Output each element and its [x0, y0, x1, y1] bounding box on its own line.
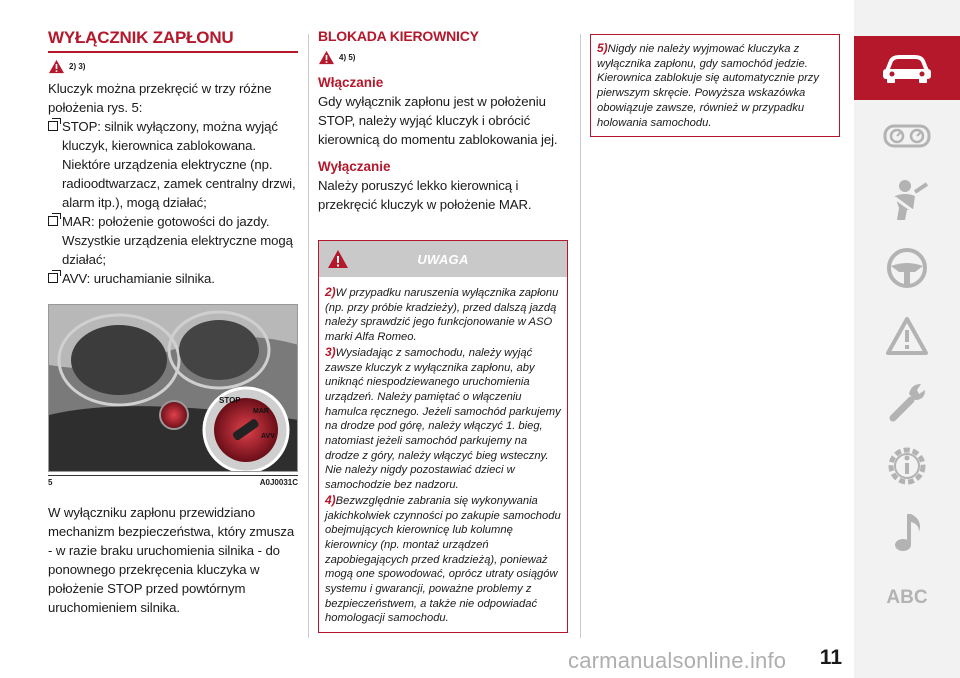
bullet-text: MAR: położenie gotowości do jazdy. Wszystkie urządzenia elektryczne mogą działać; — [62, 214, 293, 267]
dashboard-gauges-icon — [883, 124, 931, 148]
music-note-icon — [889, 510, 925, 554]
ignition-figure — [48, 304, 298, 472]
sidebar-item-index[interactable] — [854, 566, 960, 630]
enable-paragraph: Gdy wyłącznik zapłonu jest w położeniu STOP, należy wyjąć kluczyk i obrócić kierownicą do momentu zablokowania jej. — [318, 94, 558, 147]
checkbox-icon — [48, 121, 58, 131]
label-stop: STOP — [219, 396, 241, 405]
checkbox-icon — [48, 216, 58, 226]
chapter-sidebar — [854, 0, 960, 678]
column-notes — [590, 28, 840, 137]
sidebar-item-multimedia[interactable] — [854, 500, 960, 564]
warning-ref-text: 2) 3) — [69, 62, 86, 71]
warning-item — [325, 345, 561, 493]
watermark: carmanualsonline.info — [568, 648, 787, 673]
warning-ref-text: 4) 5) — [339, 53, 356, 62]
bullet-text: AVV: uruchamianie silnika. — [62, 271, 215, 286]
column-divider — [308, 34, 309, 638]
warning-item-number: 4) — [325, 492, 336, 507]
column-ignition — [48, 28, 298, 617]
warning-item-number: 2) — [325, 285, 336, 299]
warning-box — [318, 240, 568, 633]
note-number: 5) — [597, 41, 608, 55]
sidebar-item-safety[interactable] — [854, 168, 960, 232]
page-number: 11 — [819, 646, 842, 669]
bullet-mar — [48, 212, 298, 269]
sidebar-item-technical-data[interactable] — [854, 434, 960, 498]
warning-item-number: 3) — [325, 344, 336, 359]
seatbelt-passenger-icon — [885, 178, 929, 222]
warning-body — [319, 277, 567, 632]
bullet-text: STOP: silnik wyłączony, można wyjąć kluczyk, kierownica zablokowana. Niektóre urządzenia elektryczne (np. radioodtwarzacz, zamek centralny drzwi, alarm itp.), mogą działać; — [62, 119, 296, 210]
steering-wheel-icon — [885, 246, 929, 290]
wrench-icon — [885, 380, 929, 424]
sidebar-item-maintenance[interactable] — [854, 370, 960, 434]
warning-item-text: Wysiadając z samochodu, należy wyjąć zawsze kluczyk z wyłącznika zapłonu, aby uniknąć niespodziewanego uruchomienia urządzeń. Należy pamiętać o włączeniu hamulca ręcznego. Jeżeli samochód parkujemy na drodze pod górę, należy włączyć 1. bieg, natomiast jeżeli samochód parkujemy na drodze z góry, należy włączyć bieg wsteczny. Nie należy nigdy pozostawiać dzieci w samochodzie bez nadzoru. — [325, 346, 561, 492]
checkbox-icon — [48, 273, 58, 283]
safety-paragraph: W wyłączniku zapłonu przewidziano mechanizm bezpieczeństwa, który zmusza - w razie braku uruchomienia silnika - do ponownego przekręcenia kluczyka w położenie STOP przed powtórnym uruchomieniem silnika. — [48, 505, 295, 615]
gear-info-icon — [885, 444, 929, 488]
warning-item — [325, 285, 561, 345]
warning-item-text: Bezwzględnie zabrania się wykonywania jakichkolwiek czynności po zakupie samochodu obejmujących kierownicę lub kolumnę kierownicy (np. montaż urządzeń zapobiegających przed kradzieżą), ponieważ mogą one spowodować, oprócz utraty osiągów systemu i gwarancji, poważne problemy z bezpieczeństwem, a także nie odpowiadać homologacji samochodu. — [325, 494, 561, 625]
sidebar-item-dashboard[interactable] — [854, 104, 960, 168]
figure-caption — [48, 475, 298, 487]
label-mar: MAR — [253, 408, 269, 415]
warning-reference — [48, 59, 298, 74]
subheading-disable: Wyłączanie — [318, 159, 391, 174]
warning-item — [325, 493, 561, 626]
warning-item-text: W przypadku naruszenia wyłącznika zapłonu (np. przy próbie kradzieży), przed dalszą jazdą należy sprawdzić jego funkcjonowanie w ASO marki Alfa Romeo. — [325, 287, 559, 344]
warning-triangle-icon — [327, 249, 349, 269]
label-avv: AVV — [261, 433, 275, 440]
warning-header — [319, 241, 567, 277]
column-divider — [580, 34, 581, 638]
warning-triangle-icon — [318, 50, 335, 65]
column-steering-lock — [318, 28, 568, 633]
section-title-steering-lock: BLOKADA KIEROWNICY — [318, 28, 479, 44]
warning-reference — [318, 50, 568, 65]
bullet-avv — [48, 269, 298, 288]
sidebar-item-car[interactable] — [854, 36, 960, 100]
warning-triangle-icon — [885, 316, 929, 356]
subheading-enable: Włączanie — [318, 75, 384, 90]
warning-triangle-icon — [48, 59, 65, 74]
intro-paragraph: Kluczyk można przekręcić w trzy różne położenia rys. 5: — [48, 81, 272, 115]
sidebar-item-emergency[interactable] — [854, 304, 960, 368]
ignition-photo — [49, 305, 298, 472]
abc-label: ABC — [886, 587, 928, 608]
disable-paragraph: Należy poruszyć lekko kierownicą i przekręcić kluczyk w położenie MAR. — [318, 178, 532, 212]
figure-number: 5 — [48, 478, 53, 487]
figure-code: A0J0031C — [259, 478, 298, 487]
note-box — [590, 34, 840, 137]
note-text: Nigdy nie należy wyjmować kluczyka z wyłącznika zapłonu, gdy samochód jedzie. Kierownica zablokuje się automatycznie przy pierwszym skręcie. Powyższa wskazówka obowiązuje zawsze, również w przypadku holowania samochodu. — [597, 43, 819, 129]
sidebar-item-driving[interactable] — [854, 236, 960, 300]
bullet-stop — [48, 117, 298, 212]
section-title-ignition: WYŁĄCZNIK ZAPŁONU — [48, 28, 298, 53]
warning-title: UWAGA — [417, 251, 469, 267]
car-icon — [879, 51, 935, 85]
